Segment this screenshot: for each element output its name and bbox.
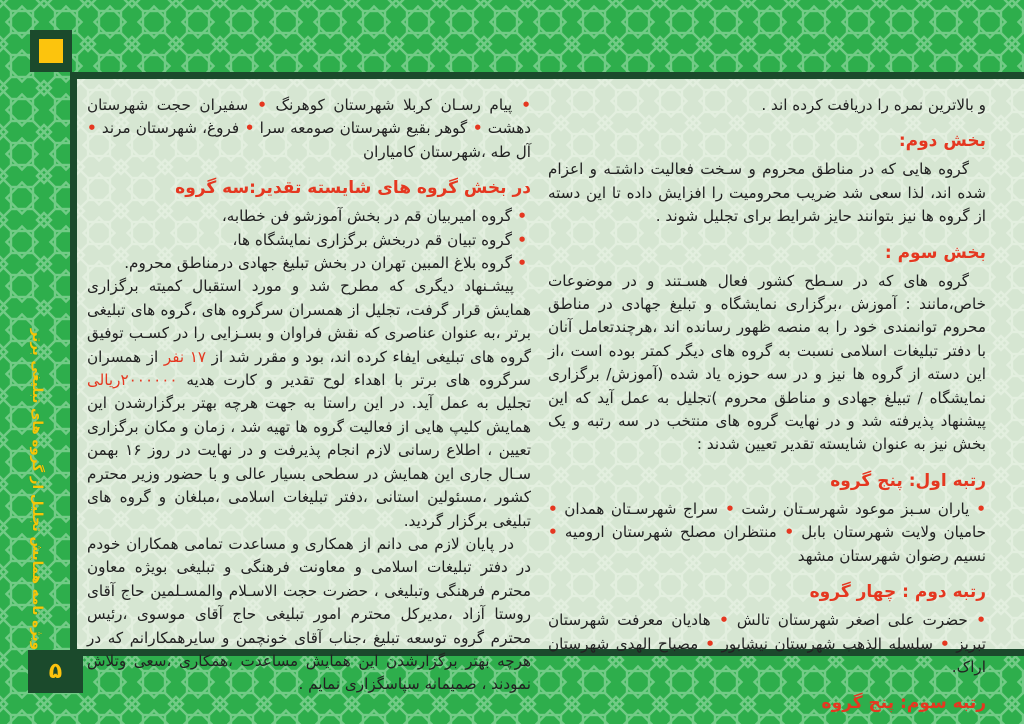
- paragraph: گروه هایی که در مناطق محروم و سـخت فعالیت داشتـه و اعزام شده اند، لذا سعی شد ضریب محرومیت را افزایش داده تا این دسته از گروه ها نیز بتوانند حایز شرایط برای تجلیل شوند .: [548, 160, 986, 226]
- bullet-icon: •: [239, 119, 255, 138]
- group-name: حامیان ولایت شهرستان بابل: [794, 523, 986, 542]
- paragraph: و بالاترین نمره را دریافت کرده اند .: [761, 96, 986, 114]
- group-name: سراج شهرسـتان همدان: [557, 499, 719, 518]
- section-heading: رتبه دوم : چهار گروه: [809, 582, 986, 603]
- corner-ornament-square: [39, 39, 63, 63]
- spine-title: ویژه نامه همایش تجلیل از گروه های تبلیغی برتر: [29, 328, 45, 650]
- group-list: [548, 609, 986, 679]
- bullet-icon: •: [248, 96, 267, 114]
- paragraph: گروه های که در سـطح کشور فعال هسـتند و در موضوعات خاص،مانند : آموزش ،برگزاری نمایشگاه و تبلیغ جهادی در مناطق محروم توانمندی خود را به منصه ظهور رسانده اند ،هرچندتعامل آنان با دفتر تبلیغات اسلامی نسبت به گروه های دیگر کمتر بوده است ،از این دسته از گروه ها نیز و در سه حوزه یاد شده (آموزش/ برگزاری نمایشگاه / تبیلغ جهادی و مناطق محروم )تجلیل به عمل آید که این پیشنهاد پذیرفته شد و در نهایت گروه های منتخب در سه رتبه و یک بخش نیز به عنوان شایسته تقدیر تعیین شدند :: [548, 271, 986, 454]
- bullet-icon: •: [710, 611, 729, 630]
- group-name: سلسله الذهب شهرستان نیشابور: [715, 634, 933, 653]
- section-heading: بخش دوم:: [898, 131, 986, 152]
- article-body: [77, 79, 1024, 714]
- column-left: [87, 94, 531, 694]
- text-run: از همسران سرگروه های برتر با اهداء لوح تقدیر و کارت هدیه: [87, 347, 531, 390]
- bullet-icon: •: [512, 207, 527, 226]
- bullet-icon: •: [969, 499, 987, 518]
- text-run: تجلیل به عمل آید. در این راستا به جهت هرچه بهتر برگزارشدن این همایش کلیپ هایی از فعالیت گروه ها تهیه شد ، زمان و مکان برگزاری تعیین ، اطلاع رسانی لازم انجام پذیرفت و در نهایت در روز ۱۶ بهمن سـال جاری این همایش در سطحی بسیار عالی و با حضور وزیر محترم کشور ،مسئولین استانی ،دفتر تبلیغات اسلامی ،مبلغان و گروه های تبلیغی برگزار گردید.: [87, 394, 531, 530]
- group-name: یاران سـبز موعود شهرسـتان رشت: [734, 499, 970, 518]
- bullet-icon: •: [548, 499, 558, 518]
- bullet-icon: •: [467, 119, 483, 138]
- corner-ornament: [30, 30, 72, 72]
- group-name: نسیم رضوان شهرستان مشهد: [797, 546, 986, 565]
- column-right: [548, 94, 987, 714]
- group-name: هادیان معرفت شهرستان تبریز: [548, 611, 986, 653]
- bullet-icon: •: [776, 523, 795, 542]
- page-number-badge: [28, 650, 83, 693]
- bullet-icon: •: [512, 254, 527, 273]
- group-name: مصباح الهدی شهرستان اراک.: [548, 634, 986, 676]
- bullet-icon: •: [512, 96, 531, 114]
- bullet-item: [87, 252, 531, 275]
- text-run: پیشـنهاد دیگری که مطرح شد و مورد استقبال کمیته برگزاری همایش قرار گرفت، تجلیل از همسران سرگروه های ،گروه های تبلیغی برتر ،به عنوان عناصری که نقش فراوان و بسـزایی را در کسـب توفیق گروه های تبلیغی ایفاء کرده اند، بود و مقرر شد از: [87, 277, 531, 366]
- bullet-item: [87, 229, 531, 252]
- bullet-icon: •: [718, 499, 735, 518]
- group-name: حضرت علی اصغر شهرستان تالش: [728, 611, 968, 630]
- bullet-icon: •: [548, 523, 558, 542]
- section-heading: رتبه اول: پنج گروه: [830, 470, 986, 491]
- group-name: آل طه ،شهرستان کامیاران: [363, 142, 531, 161]
- bullet-text: گروه امیربیان قم در بخش آموزشو فن خطابه،: [221, 207, 512, 226]
- bullet-icon: •: [512, 230, 527, 249]
- paragraph: در پایان لازم می دانم از همکاری و مساعدت تمامی همکاران خودم در دفتر تبلیغات اسلامی و معاونت فرهنگی و تبلیغی بویژه معاون محترم فرهنگی وتبلیغی ، حضرت حجت الاسـلام والمسـلمین حاج آقای روستا آزاد ،مدیرکل محترم امور تبلیغی حاج آقای موسوی ،رئیس محترم گروه توسعه تبلیغ ،جناب آقای خونچمن و سایرهمکارانم که در هرچه بهتر برگزارشدن این همایش مساعدت ،همکاری ،سعی وتلاش نمودند ، صمیمانه سپاسگزاری نمایم .: [87, 534, 531, 694]
- highlighted-value: ۱۷ نفر: [163, 347, 207, 366]
- bullet-icon: •: [87, 119, 97, 138]
- content-panel: [70, 72, 1024, 714]
- bullet-icon: •: [967, 611, 986, 630]
- group-name: پیام رسـان کربلا شهرستان کوهرنگ: [266, 96, 513, 114]
- group-list: [548, 498, 986, 568]
- bullet-text: گروه تبیان قم دربخش برگزاری نمایشگاه ها،: [232, 230, 512, 249]
- paragraph: [87, 275, 531, 532]
- group-list: [87, 94, 531, 164]
- section-heading: بخش سوم :: [884, 242, 986, 263]
- bullet-icon: •: [698, 634, 715, 653]
- page-number: ۵: [48, 658, 63, 684]
- bullet-icon: •: [932, 634, 950, 653]
- bullet-text: گروه بلاغ المبین تهران در بخش تبلیغ جهادی درمناطق محروم.: [124, 254, 512, 273]
- highlighted-value: ۲۰۰۰۰۰۰ریالی: [87, 371, 178, 390]
- group-name: منتظران مصلح شهرستان ارومیه: [557, 523, 777, 542]
- group-name: سفیران حجت شهرستان دهشت: [87, 96, 531, 138]
- bullet-item: [87, 205, 531, 228]
- group-name: فروغ، شهرستان مرند: [96, 119, 240, 138]
- section-heading: رتبه سوم: پنج گروه: [821, 693, 986, 714]
- group-name: گوهر بقیع شهرستان صومعه سرا: [254, 119, 468, 138]
- section-heading: در بخش گروه های شایسته تقدیر:سه گروه: [175, 178, 531, 199]
